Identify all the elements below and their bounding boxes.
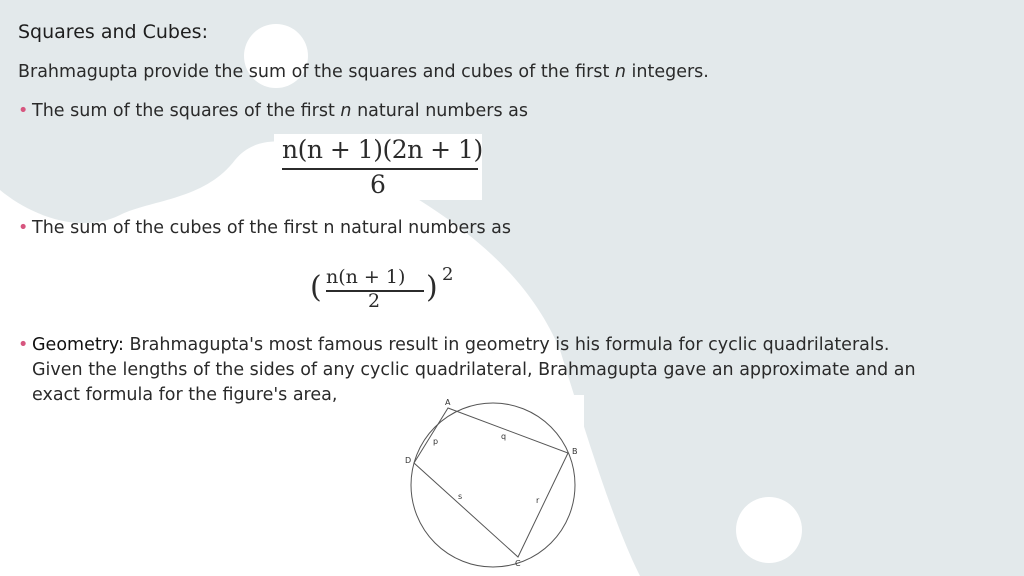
- bullet-squares: • The sum of the squares of the first n natural numbers as: [18, 99, 528, 124]
- formula-sum-of-cubes: [306, 262, 462, 316]
- bullet-dot: •: [18, 335, 29, 355]
- formula-cubes-numerator: n(n + 1): [326, 266, 406, 288]
- geometry-label: Geometry:: [32, 335, 124, 355]
- formula-cubes-exponent: 2: [442, 264, 454, 285]
- vertex-label-c: C: [515, 559, 521, 568]
- formula-cubes-open-paren: (: [310, 270, 322, 305]
- quadrilateral: [414, 408, 568, 557]
- cyclic-quadrilateral-svg: [403, 395, 584, 570]
- vertex-label-b: B: [572, 447, 578, 456]
- bullet-dot: •: [18, 218, 29, 238]
- side-label-q: q: [501, 432, 507, 441]
- formula-cubes-denominator: 2: [368, 290, 381, 312]
- formula-cubes-close-paren: ): [426, 270, 438, 305]
- bullet-cubes: • The sum of the cubes of the first n natural numbers as: [18, 216, 511, 241]
- side-label-p: p: [433, 437, 439, 446]
- cyclic-quadrilateral-diagram: [403, 395, 584, 570]
- vertex-label-d: D: [405, 456, 412, 465]
- vertex-label-a: A: [445, 398, 451, 407]
- intro-text: Brahmagupta provide the sum of the squares and cubes of the first n integers.: [18, 62, 709, 82]
- formula-squares-denominator: 6: [370, 170, 386, 199]
- side-label-s: s: [458, 492, 463, 501]
- bullet-geometry: • Geometry: Brahmagupta's most famous result in geometry is his formula for cyclic quadrilaterals. Given the lengths of the sides of any cyclic quadrilateral, Brahmagupta gave an approximate and an exact formula for the figure's area,: [18, 335, 916, 405]
- side-label-r: r: [536, 496, 540, 505]
- bullet-dot: •: [18, 101, 29, 121]
- slide-heading: Squares and Cubes:: [18, 21, 208, 43]
- formula-sum-of-squares: [274, 134, 482, 200]
- formula-squares-numerator: n(n + 1)(2n + 1): [282, 135, 483, 164]
- intro-variable: n: [614, 62, 626, 82]
